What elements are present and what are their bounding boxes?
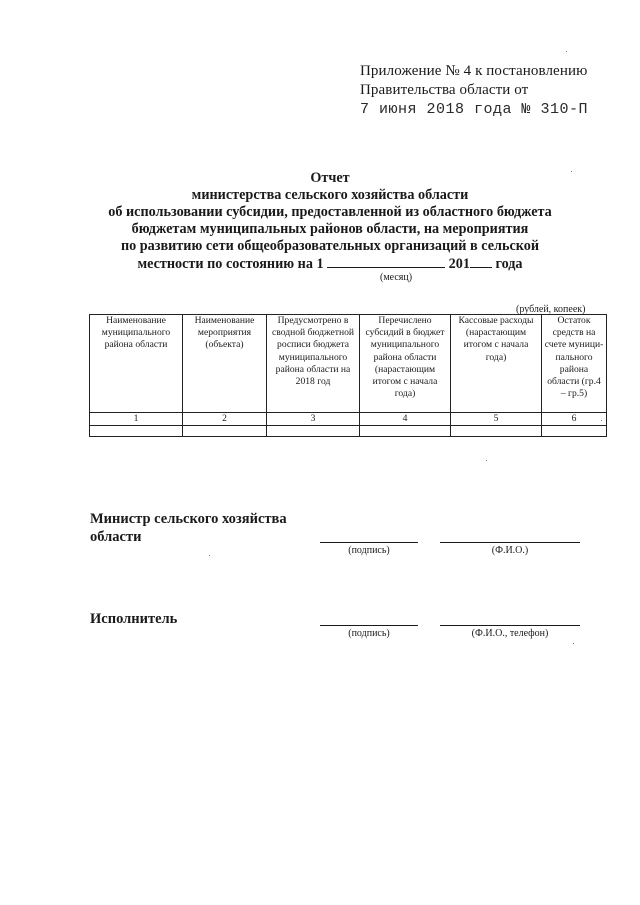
year-prefix: 201	[448, 256, 470, 272]
executor-name-hint: (Ф.И.О., телефон)	[471, 628, 549, 639]
report-title	[80, 170, 580, 273]
date-suffix: года	[495, 256, 523, 272]
column-number: 4	[360, 413, 451, 426]
title-line-1: Отчет	[310, 170, 350, 186]
units-note: (рублей, копеек)	[516, 304, 586, 315]
title-line-2: министерства сельского хозяйства области	[191, 187, 469, 203]
month-hint: (месяц)	[380, 272, 413, 283]
title-line-5: по развитию сети общеобразовательных организаций в сельской	[120, 238, 540, 254]
minister-title	[90, 510, 287, 546]
header-district: Наименование муниципального района области	[90, 315, 183, 413]
minister-title-line-1: Министр сельского хозяйства	[90, 511, 287, 527]
scan-speck	[209, 555, 210, 556]
scan-speck	[573, 643, 574, 644]
minister-title-line-2: области	[90, 529, 142, 545]
scan-speck	[566, 51, 567, 52]
header-activity: Наименование мероприятия (объекта)	[183, 315, 267, 413]
column-number: 2	[183, 413, 267, 426]
minister-signature-hint: (подпись)	[348, 545, 390, 556]
appendix-line-1: Приложение № 4 к постановлению	[360, 63, 588, 79]
table-cell	[267, 426, 360, 437]
executor-label: Исполнитель	[90, 611, 178, 627]
minister-signature-line	[320, 542, 418, 543]
header-planned: Предусмотрено в сводной бюджетной росписи бюджета муниципального района области на 2018 год	[267, 315, 360, 413]
column-number: 5	[451, 413, 542, 426]
table-cell	[183, 426, 267, 437]
column-number: 6	[542, 413, 607, 426]
table-cell	[360, 426, 451, 437]
header-transferred: Перечислено субсидий в бюджет муниципального района области (нарастающим итогом с начала года)	[360, 315, 451, 413]
scan-speck	[486, 460, 487, 461]
title-line-4: бюджетам муниципальных районов области, на мероприятия	[131, 221, 529, 237]
executor-signature-hint: (подпись)	[348, 628, 390, 639]
table-row	[90, 426, 607, 437]
table-cell	[542, 426, 607, 437]
resolution-date-stamp: 7 июня 2018 года № 310-П	[360, 101, 589, 118]
scan-speck	[601, 420, 602, 421]
column-number-row	[90, 413, 607, 426]
appendix-note	[360, 62, 610, 119]
report-table	[89, 314, 607, 437]
title-line-6	[80, 255, 580, 273]
header-balance: Остаток средств на счете муници-пального района области (гр.4 – гр.5)	[542, 315, 607, 413]
minister-name-line	[440, 542, 580, 543]
column-number: 3	[267, 413, 360, 426]
table-cell	[451, 426, 542, 437]
appendix-line-2: Правительства области от	[360, 82, 529, 98]
table-cell	[90, 426, 183, 437]
scan-speck	[571, 171, 572, 172]
executor-name-line	[440, 625, 580, 626]
column-number: 1	[90, 413, 183, 426]
title-line-3: об использовании субсидии, предоставленной из областного бюджета	[108, 204, 552, 220]
minister-name-hint: (Ф.И.О.)	[491, 545, 529, 556]
executor-signature-line	[320, 625, 418, 626]
year-blank	[470, 255, 492, 268]
header-cash-expenses: Кассовые расходы (нарастающим итогом с начала года)	[451, 315, 542, 413]
table-header-row	[90, 315, 607, 413]
month-blank	[327, 255, 445, 268]
date-prefix: местности по состоянию на 1	[137, 256, 324, 272]
